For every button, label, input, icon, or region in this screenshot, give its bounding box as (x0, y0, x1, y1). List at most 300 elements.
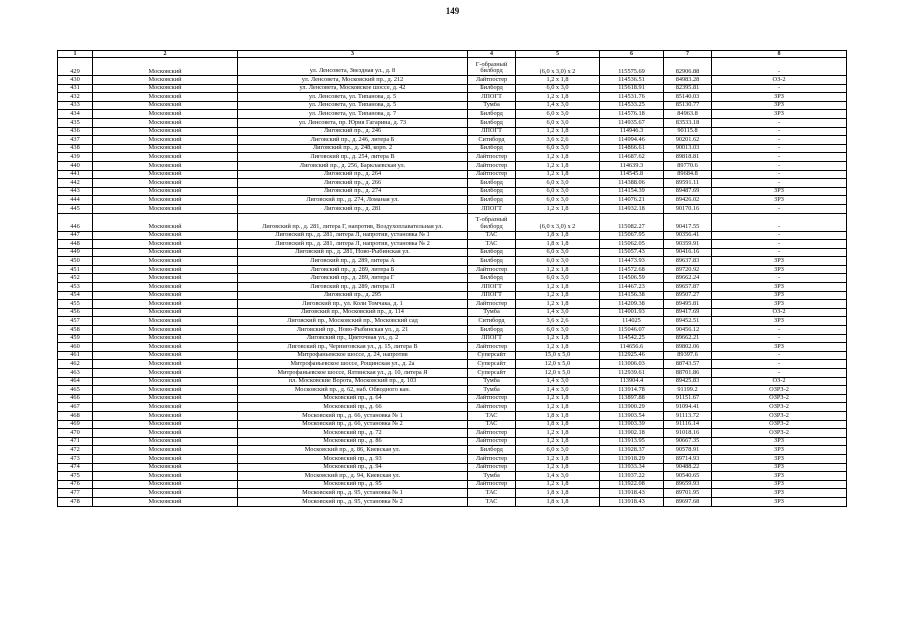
x-coordinate-cell: 113904.4 (600, 377, 664, 386)
x-coordinate-cell: 114076.21 (600, 196, 664, 205)
size-cell: 12,0 x 5,0 (516, 360, 600, 369)
y-coordinate-cell: 88701.86 (664, 369, 712, 378)
zone-cell: ЗРЗ (712, 93, 847, 102)
district-cell: Московский (93, 118, 238, 127)
zone-cell: ОЗ-2 (712, 76, 847, 85)
structure-type-cell: Суперсайт (468, 360, 516, 369)
size-cell: 6,0 x 3,0 (516, 446, 600, 455)
size-cell: 1,8 x 1,8 (516, 420, 600, 429)
x-coordinate-cell: 113922.08 (600, 480, 664, 489)
row-number: 432 (58, 93, 93, 102)
address-cell: Лиговский пр., д. 281, литера Л, напротив, установка № 2 (238, 240, 468, 249)
x-coordinate-cell: 114687.62 (600, 153, 664, 162)
size-cell: 1,2 x 1,8 (516, 93, 600, 102)
y-coordinate-cell: 90578.91 (664, 446, 712, 455)
row-number: 456 (58, 308, 93, 317)
structure-type-cell (468, 213, 516, 231)
zone-cell: - (712, 360, 847, 369)
column-header: 6 (600, 51, 664, 58)
y-coordinate-cell: 88743.57 (664, 360, 712, 369)
district-cell: Московский (93, 257, 238, 266)
x-coordinate-cell: 114576.18 (600, 110, 664, 119)
zone-cell: ЗРЗ (712, 101, 847, 110)
table-row (58, 429, 847, 438)
row-number: 451 (58, 265, 93, 274)
size-cell: 1,2 x 1,8 (516, 204, 600, 213)
structure-type-cell: Билборд (468, 196, 516, 205)
district-cell: Московский (93, 283, 238, 292)
size-cell: 6,0 x 3,0 (516, 196, 600, 205)
address-cell: Московский пр., д. 66, установка № 1 (238, 411, 468, 420)
size-cell: 6,0 x 3,0 (516, 179, 600, 188)
address-cell: Московский пр., д. 93 (238, 454, 468, 463)
table-row (58, 274, 847, 283)
row-number: 441 (58, 170, 93, 179)
x-coordinate-cell: 112925.46 (600, 351, 664, 360)
y-coordinate-cell: 85130.77 (664, 101, 712, 110)
row-number: 462 (58, 360, 93, 369)
district-cell: Московский (93, 84, 238, 93)
row-number: 472 (58, 446, 93, 455)
row-number: 459 (58, 334, 93, 343)
structure-type-cell: Тумба (468, 377, 516, 386)
address-cell: Лиговский пр., д. 256, Барклаевская ул. (238, 161, 468, 170)
zone-cell: - (712, 84, 847, 93)
zone-cell: ЗРЗ (712, 343, 847, 352)
size-cell: 1,8 x 1,8 (516, 489, 600, 498)
structure-type-cell: Билборд (468, 326, 516, 335)
address-cell: Московский пр., д. 62, наб. Обводного кан. (238, 386, 468, 395)
structure-type-cell: Суперсайт (468, 369, 516, 378)
district-cell: Московский (93, 231, 238, 240)
district-cell: Московский (93, 127, 238, 136)
structure-type-cell: Ситиборд (468, 317, 516, 326)
row-number: 449 (58, 248, 93, 257)
structure-type-cell: Тумба (468, 308, 516, 317)
column-header: 8 (712, 51, 847, 58)
table-row (58, 118, 847, 127)
size-cell: 1,2 x 1,8 (516, 170, 600, 179)
y-coordinate-cell: 90416.16 (664, 248, 712, 257)
table-row (58, 300, 847, 309)
y-coordinate-cell: 82906.88 (664, 58, 712, 76)
structure-type-cell: Лайтпостер (468, 265, 516, 274)
zone-cell: ОЗРЗ-2 (712, 429, 847, 438)
size-cell: 15,0 x 5,0 (516, 351, 600, 360)
x-coordinate-cell: 113913.95 (600, 437, 664, 446)
district-cell: Московский (93, 161, 238, 170)
address-cell: ул. Ленсовета, ул. Типанова, д. 7 (238, 110, 468, 119)
size-cell: 1,2 x 1,8 (516, 454, 600, 463)
district-cell: Московский (93, 437, 238, 446)
table-row (58, 360, 847, 369)
address-cell: ул. Ленсовета, ул. Типанова, д. 5 (238, 101, 468, 110)
district-cell: Московский (93, 204, 238, 213)
x-coordinate-cell: 114473.93 (600, 257, 664, 266)
district-cell: Московский (93, 377, 238, 386)
size-cell: 1,8 x 1,8 (516, 411, 600, 420)
size-cell: 1,2 x 1,8 (516, 291, 600, 300)
zone-cell: ЗРЗ (712, 283, 847, 292)
x-coordinate-cell: 114946.3 (600, 127, 664, 136)
x-coordinate-cell: 113903.39 (600, 420, 664, 429)
structure-type-cell: ЛПОГТ (468, 127, 516, 136)
x-coordinate-cell: 114935.67 (600, 118, 664, 127)
zone-cell: ЗРЗ (712, 454, 847, 463)
address-cell: Лиговский пр., д. 254, литера В (238, 153, 468, 162)
zone-cell: - (712, 118, 847, 127)
row-number: 438 (58, 144, 93, 153)
size-cell: 1,2 x 1,8 (516, 437, 600, 446)
table-row (58, 437, 847, 446)
structure-type-cell: Билборд (468, 248, 516, 257)
address-cell: Лиговский пр., д. 295 (238, 291, 468, 300)
table-row (58, 93, 847, 102)
structure-type-cell: Лайтпостер (468, 454, 516, 463)
row-number: 453 (58, 283, 93, 292)
district-cell: Московский (93, 101, 238, 110)
district-cell: Московский (93, 403, 238, 412)
address-cell-text: Лиговский пр., д. 281, литера Г, напротив, Воздухоплавательная ул. (262, 222, 443, 230)
x-coordinate-cell: 114533.25 (600, 101, 664, 110)
address-cell: Московский пр., д. 66, установка № 2 (238, 420, 468, 429)
y-coordinate-cell: 91113.72 (664, 411, 712, 420)
zone-cell: - (712, 170, 847, 179)
zone-cell: ОЗ-2 (712, 377, 847, 386)
structure-type-cell: ЛПОГТ (468, 204, 516, 213)
table-row (58, 58, 847, 76)
district-cell: Московский (93, 291, 238, 300)
address-cell: Лиговский пр., д. 289, литера А (238, 257, 468, 266)
y-coordinate-cell: 89397.6 (664, 351, 712, 360)
row-number: 477 (58, 489, 93, 498)
x-coordinate-cell: 113928.37 (600, 446, 664, 455)
table-row (58, 343, 847, 352)
y-coordinate-cell: 89657.87 (664, 283, 712, 292)
address-cell: Митрофаньевское шоссе, д. 24, напротив (238, 351, 468, 360)
row-number: 476 (58, 480, 93, 489)
row-number: 463 (58, 369, 93, 378)
structure-type-cell: ЛПОГТ (468, 291, 516, 300)
y-coordinate-cell: 90013.03 (664, 144, 712, 153)
x-coordinate-cell: 115062.05 (600, 240, 664, 249)
structure-type-cell: ЛПОГТ (468, 283, 516, 292)
size-cell: 1,2 x 1,8 (516, 480, 600, 489)
district-cell: Московский (93, 343, 238, 352)
zone-cell: - (712, 136, 847, 145)
y-coordinate-cell: 89684.8 (664, 170, 712, 179)
row-number: 475 (58, 472, 93, 481)
y-coordinate-cell: 90488.22 (664, 463, 712, 472)
table-row (58, 204, 847, 213)
y-coordinate-cell: 89662.21 (664, 334, 712, 343)
y-coordinate-cell: 84983.28 (664, 76, 712, 85)
structure-type-cell: Билборд (468, 179, 516, 188)
structure-type-cell: ТАС (468, 497, 516, 506)
structure-type-cell: Суперсайт (468, 351, 516, 360)
row-number: 474 (58, 463, 93, 472)
address-cell: Лиговский пр., д. 281, Ново-Рыбинская ул. (238, 248, 468, 257)
x-coordinate-cell: 114639.3 (600, 161, 664, 170)
structure-type-cell: Лайтпостер (468, 300, 516, 309)
table-row (58, 446, 847, 455)
address-cell: Лиговский пр., д. 246 (238, 127, 468, 136)
row-number: 460 (58, 343, 93, 352)
address-cell: Московский пр., д. 66 (238, 403, 468, 412)
address-cell: Московский пр., д. 95, установка № 2 (238, 497, 468, 506)
x-coordinate-cell: 113933.34 (600, 463, 664, 472)
structure-type-cell: Лайтпостер (468, 153, 516, 162)
row-number: 464 (58, 377, 93, 386)
row-number: 465 (58, 386, 93, 395)
address-cell: Лиговский пр., д. 264 (238, 170, 468, 179)
x-coordinate-cell: 113918.43 (600, 489, 664, 498)
size-cell: 1,2 x 1,8 (516, 334, 600, 343)
structure-type-cell: ТАС (468, 420, 516, 429)
x-coordinate-cell: 113914.78 (600, 386, 664, 395)
address-cell (238, 213, 468, 231)
address-cell: ул. Ленсовета, Московское шоссе, д. 42 (238, 84, 468, 93)
size-cell: 1,8 x 1,8 (516, 231, 600, 240)
address-cell: Лиговский пр., д. 281, литера Л, напротив, установка № 1 (238, 231, 468, 240)
district-cell: Московский (93, 196, 238, 205)
address-cell: Лиговский пр., Цветочная ул., д. 2 (238, 334, 468, 343)
table-row (58, 144, 847, 153)
district-cell: Московский (93, 489, 238, 498)
y-coordinate-cell: 85140.03 (664, 93, 712, 102)
zone-cell: - (712, 144, 847, 153)
table-row (58, 283, 847, 292)
structure-type-cell: Лайтпостер (468, 463, 516, 472)
size-cell: 6,0 x 3,0 (516, 326, 600, 335)
x-coordinate-cell: 115082.27 (600, 213, 664, 231)
address-cell: Московский пр., д. 95 (238, 480, 468, 489)
zone-cell: - (712, 326, 847, 335)
row-number: 450 (58, 257, 93, 266)
y-coordinate-cell: 83533.18 (664, 118, 712, 127)
table-row (58, 334, 847, 343)
district-cell: Московский (93, 274, 238, 283)
size-cell: 1,2 x 1,8 (516, 343, 600, 352)
x-coordinate-cell: 114866.61 (600, 144, 664, 153)
x-coordinate-cell: 115057.43 (600, 248, 664, 257)
y-coordinate-cell: 89818.81 (664, 153, 712, 162)
y-coordinate-cell: 89591.11 (664, 179, 712, 188)
row-number: 455 (58, 300, 93, 309)
x-coordinate-cell: 113900.29 (600, 403, 664, 412)
size-cell: 6,0 x 3,0 (516, 144, 600, 153)
table-row (58, 463, 847, 472)
address-cell: Московский пр., д. 86 (238, 437, 468, 446)
row-number: 468 (58, 411, 93, 420)
table-row (58, 497, 847, 506)
table-row (58, 403, 847, 412)
address-cell: Лиговский пр., Ново-Рыбинская ул., д. 21 (238, 326, 468, 335)
address-cell: Лиговский пр., д. 289, литера Б (238, 265, 468, 274)
address-cell-text: ул. Ленсовета, Звездная ул., д. 8 (309, 67, 396, 75)
zone-cell: - (712, 127, 847, 136)
zone-cell: ЗРЗ (712, 291, 847, 300)
district-cell: Московский (93, 110, 238, 119)
zone-cell: ЗРЗ (712, 463, 847, 472)
table-row (58, 187, 847, 196)
size-cell: 6,0 x 3,0 (516, 257, 600, 266)
row-number: 434 (58, 110, 93, 119)
size-cell: 1,2 x 1,8 (516, 300, 600, 309)
x-coordinate-cell: 114388.06 (600, 179, 664, 188)
row-number: 454 (58, 291, 93, 300)
size-cell: (6,0 x 3,0) x 2 (516, 213, 600, 231)
table-row (58, 127, 847, 136)
row-number: 444 (58, 196, 93, 205)
district-cell: Московский (93, 93, 238, 102)
y-coordinate-cell: 89425.83 (664, 377, 712, 386)
table-row (58, 394, 847, 403)
district-cell: Московский (93, 334, 238, 343)
column-header: 4 (468, 51, 516, 58)
structure-type-cell: Билборд (468, 84, 516, 93)
row-number: 431 (58, 84, 93, 93)
address-cell: Лиговский пр., Московский пр., Московский сад (238, 317, 468, 326)
table-row (58, 136, 847, 145)
district-cell: Московский (93, 317, 238, 326)
zone-cell: ОЗ-2 (712, 308, 847, 317)
structure-type-cell: ТАС (468, 231, 516, 240)
table-row (58, 411, 847, 420)
table-row (58, 369, 847, 378)
district-cell: Московский (93, 248, 238, 257)
table-header-row (58, 51, 847, 58)
district-cell: Московский (93, 463, 238, 472)
column-header: 1 (58, 51, 93, 58)
district-cell: Московский (93, 472, 238, 481)
row-number: 445 (58, 204, 93, 213)
x-coordinate-cell: 115618.91 (600, 84, 664, 93)
structure-type-cell: ТАС (468, 489, 516, 498)
structure-type-cell: Лайтпостер (468, 343, 516, 352)
y-coordinate-cell: 90115.8 (664, 127, 712, 136)
address-cell: Московский пр., д. 95, установка № 1 (238, 489, 468, 498)
structure-type-cell: Тумба (468, 386, 516, 395)
district-cell: Московский (93, 170, 238, 179)
zone-cell: ОЗРЗ-2 (712, 403, 847, 412)
district-cell: Московский (93, 144, 238, 153)
size-cell: 1,4 x 3,0 (516, 386, 600, 395)
table-row (58, 161, 847, 170)
address-cell: Московский пр., д. 72 (238, 429, 468, 438)
address-cell: Лиговский пр., д. 266 (238, 179, 468, 188)
row-number: 452 (58, 274, 93, 283)
y-coordinate-cell: 89701.95 (664, 489, 712, 498)
zone-cell: - (712, 213, 847, 231)
table-row (58, 351, 847, 360)
row-number: 461 (58, 351, 93, 360)
zone-cell: - (712, 274, 847, 283)
row-number: 478 (58, 497, 93, 506)
address-cell: пл. Московские Ворота, Московский пр., д. 103 (238, 377, 468, 386)
structure-type-cell: Билборд (468, 187, 516, 196)
address-cell: Лиговский пр., Черниговская ул., д. 15, литера В (238, 343, 468, 352)
y-coordinate-cell: 89662.24 (664, 274, 712, 283)
table-row (58, 480, 847, 489)
x-coordinate-cell: 114531.76 (600, 93, 664, 102)
district-cell: Московский (93, 446, 238, 455)
row-number: 439 (58, 153, 93, 162)
column-header: 3 (238, 51, 468, 58)
district-cell: Московский (93, 360, 238, 369)
x-coordinate-cell: 113897.88 (600, 394, 664, 403)
zone-cell: ЗРЗ (712, 196, 847, 205)
row-number: 471 (58, 437, 93, 446)
size-cell: 3,6 x 2,6 (516, 136, 600, 145)
district-cell: Московский (93, 394, 238, 403)
size-cell: 12,0 x 5,0 (516, 369, 600, 378)
district-cell: Московский (93, 480, 238, 489)
y-coordinate-cell: 89697.68 (664, 497, 712, 506)
x-coordinate-cell: 113006.03 (600, 360, 664, 369)
address-cell: Лиговский пр., Московский пр., д. 114 (238, 308, 468, 317)
size-cell: 1,4 x 3,0 (516, 308, 600, 317)
y-coordinate-cell: 84963.8 (664, 110, 712, 119)
size-cell: 6,0 x 3,0 (516, 248, 600, 257)
district-cell: Московский (93, 497, 238, 506)
zone-cell: - (712, 204, 847, 213)
x-coordinate-cell: 114467.23 (600, 283, 664, 292)
y-coordinate-cell: 90540.65 (664, 472, 712, 481)
y-coordinate-cell: 91151.67 (664, 394, 712, 403)
row-number: 469 (58, 420, 93, 429)
structure-type-cell: Билборд (468, 144, 516, 153)
structure-type-cell: ТАС (468, 240, 516, 249)
district-cell: Московский (93, 265, 238, 274)
row-number: 466 (58, 394, 93, 403)
table-row (58, 291, 847, 300)
table-row (58, 257, 847, 266)
address-cell: Лиговский пр., д. 274, Ломаная ул. (238, 196, 468, 205)
address-cell: Московский пр., д. 94 (238, 463, 468, 472)
district-cell: Московский (93, 213, 238, 231)
y-coordinate-cell: 89637.83 (664, 257, 712, 266)
structure-type-cell: ЛПОГТ (468, 93, 516, 102)
y-coordinate-cell: 90417.55 (664, 213, 712, 231)
row-number: 448 (58, 240, 93, 249)
zone-cell: - (712, 179, 847, 188)
row-number: 442 (58, 179, 93, 188)
y-coordinate-cell: 89507.27 (664, 291, 712, 300)
table-row (58, 248, 847, 257)
x-coordinate-cell: 114156.38 (600, 291, 664, 300)
y-coordinate-cell: 89426.02 (664, 196, 712, 205)
address-cell: Лиговский пр., д. 289, литера Г (238, 274, 468, 283)
y-coordinate-cell: 91094.41 (664, 403, 712, 412)
district-cell: Московский (93, 454, 238, 463)
zone-cell: ОЗРЗ-2 (712, 420, 847, 429)
x-coordinate-cell: 115067.95 (600, 231, 664, 240)
zone-cell: - (712, 58, 847, 76)
y-coordinate-cell: 90359.91 (664, 240, 712, 249)
address-cell: Московский пр., д. 94, Киевская ул. (238, 472, 468, 481)
x-coordinate-cell: 113902.18 (600, 429, 664, 438)
row-number: 436 (58, 127, 93, 136)
size-cell: 1,2 x 1,8 (516, 403, 600, 412)
zone-cell: - (712, 369, 847, 378)
address-cell: Митрофаньевское шоссе, Ялтинская ул., д. 10, литера Я (238, 369, 468, 378)
y-coordinate-cell: 91199.2 (664, 386, 712, 395)
district-cell: Московский (93, 369, 238, 378)
table-row (58, 420, 847, 429)
district-cell: Московский (93, 411, 238, 420)
address-cell: Московский пр., д. 64 (238, 394, 468, 403)
